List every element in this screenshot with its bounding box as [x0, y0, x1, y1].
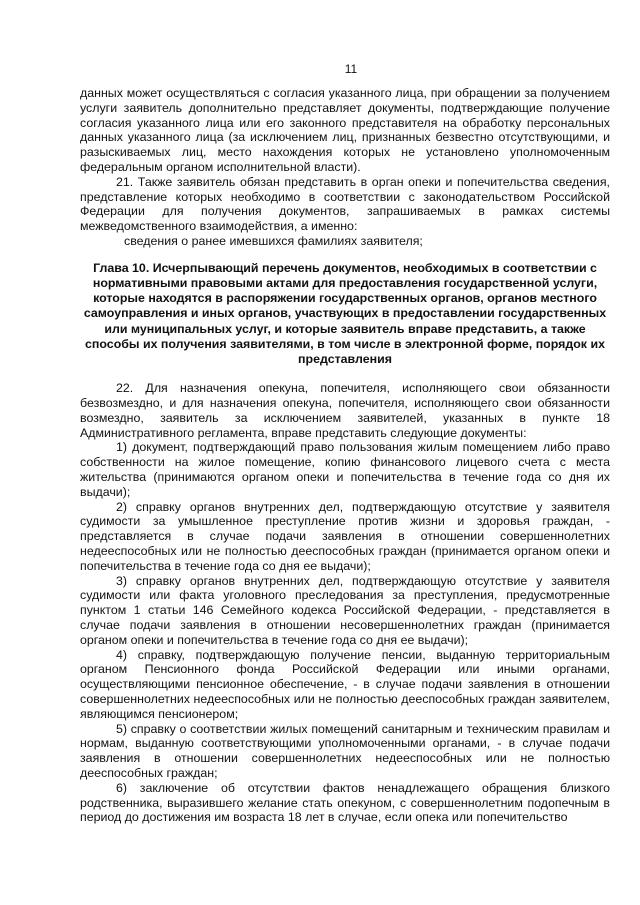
list-item-1: 1) документ, подтверждающий право пользования жилым помещением либо право собственности на жилое помещение, копию финансового лицевого счета с места жительства (принимаются органом опеки и попечительства в течение года со дня их выдачи);	[80, 440, 610, 499]
list-item-2: 2) справку органов внутренних дел, подтверждающую отсутствие у заявителя судимости за умышленное преступление против жизни и здоровья граждан, - представляется в случае подачи заявления в отношении совершеннолетних недееспособных или не полностью дееспособных граждан (принимается органом опеки и попечительства в течение года со дня ее выдачи);	[80, 499, 610, 573]
paragraph-21: 21. Также заявитель обязан представить в орган опеки и попечительства сведения, представление которых необходимо в соответствии с законодательством Российской Федерации для получения документов, запрашиваемых в рамках системы межведомственного взаимодействия, а именно:	[80, 174, 610, 234]
list-item-6: 6) заключение об отсутствии фактов ненадлежащего обращения близкого родственника, выразившего желание стать опекуном, с совершеннолетним подопечным в период до достижения им возраста 18 лет в случае, если опека или попечительство	[80, 780, 610, 825]
list-item-5: 5) справку о соответствии жилых помещений санитарным и техническим правилам и нормам, выданную соответствующими уполномоченными органами, - в случае подачи заявления в отношении совершеннолетних недееспособных или не полностью дееспособных граждан;	[80, 721, 610, 780]
list-item-3: 3) справку органов внутренних дел, подтверждающую отсутствие у заявителя судимости или факта уголовного преследования за преступления, предусмотренные пунктом 1 статьи 146 Семейного кодекса Российской Федерации, - представляется в случае подачи заявления в отношении несовершеннолетних граждан (принимается органом опеки и попечительства в течение года со дня ее выдачи);	[80, 573, 610, 647]
paragraph-surnames: сведения о ранее имевшихся фамилиях заявителя;	[124, 233, 423, 248]
list-item-4: 4) справку, подтверждающую получение пенсии, выданную территориальным органом Пенсионного фонда Российской Федерации или иными органами, осуществляющими пенсионное обеспечение, - в случае подачи заявления в отношении совершеннолетних недееспособных или не полностью дееспособных граждан заявителем, являющимся пенсионером;	[80, 647, 610, 721]
chapter-heading: Глава 10. Исчерпывающий перечень документов, необходимых в соответствии с нормативными правовыми актами для предоставления государственной услуги, которые находятся в распоряжении государственных органов, органов местного самоуправления и иных органов, участвующих в предоставлении государственных или муниципальных услуг, и которые заявитель вправе представить, а также способы их получения заявителями, в том числе в электронной форме, порядок их представления	[83, 260, 607, 366]
paragraph-22: 22. Для назначения опекуна, попечителя, исполняющего свои обязанности безвозмездно, и для назначения опекуна, попечителя, исполняющего свои обязанности возмездно, заявитель за исключением заявителей, указанных в пункте 18 Административного регламента, вправе представить следующие документы:	[80, 381, 610, 440]
paragraph-continuation: данных может осуществляться с согласия указанного лица, при обращении за получением услуги заявитель дополнительно представляет документы, подтверждающие получение согласия указанного лица или его законного представителя на обработку персональных данных указанного лица (за исключением лиц, признанных безвестно отсутствующими, и разыскиваемых лиц, место нахождения которых не установлено уполномоченным федеральным органом исполнительной власти).	[80, 86, 610, 174]
page-number: 11	[344, 62, 358, 76]
